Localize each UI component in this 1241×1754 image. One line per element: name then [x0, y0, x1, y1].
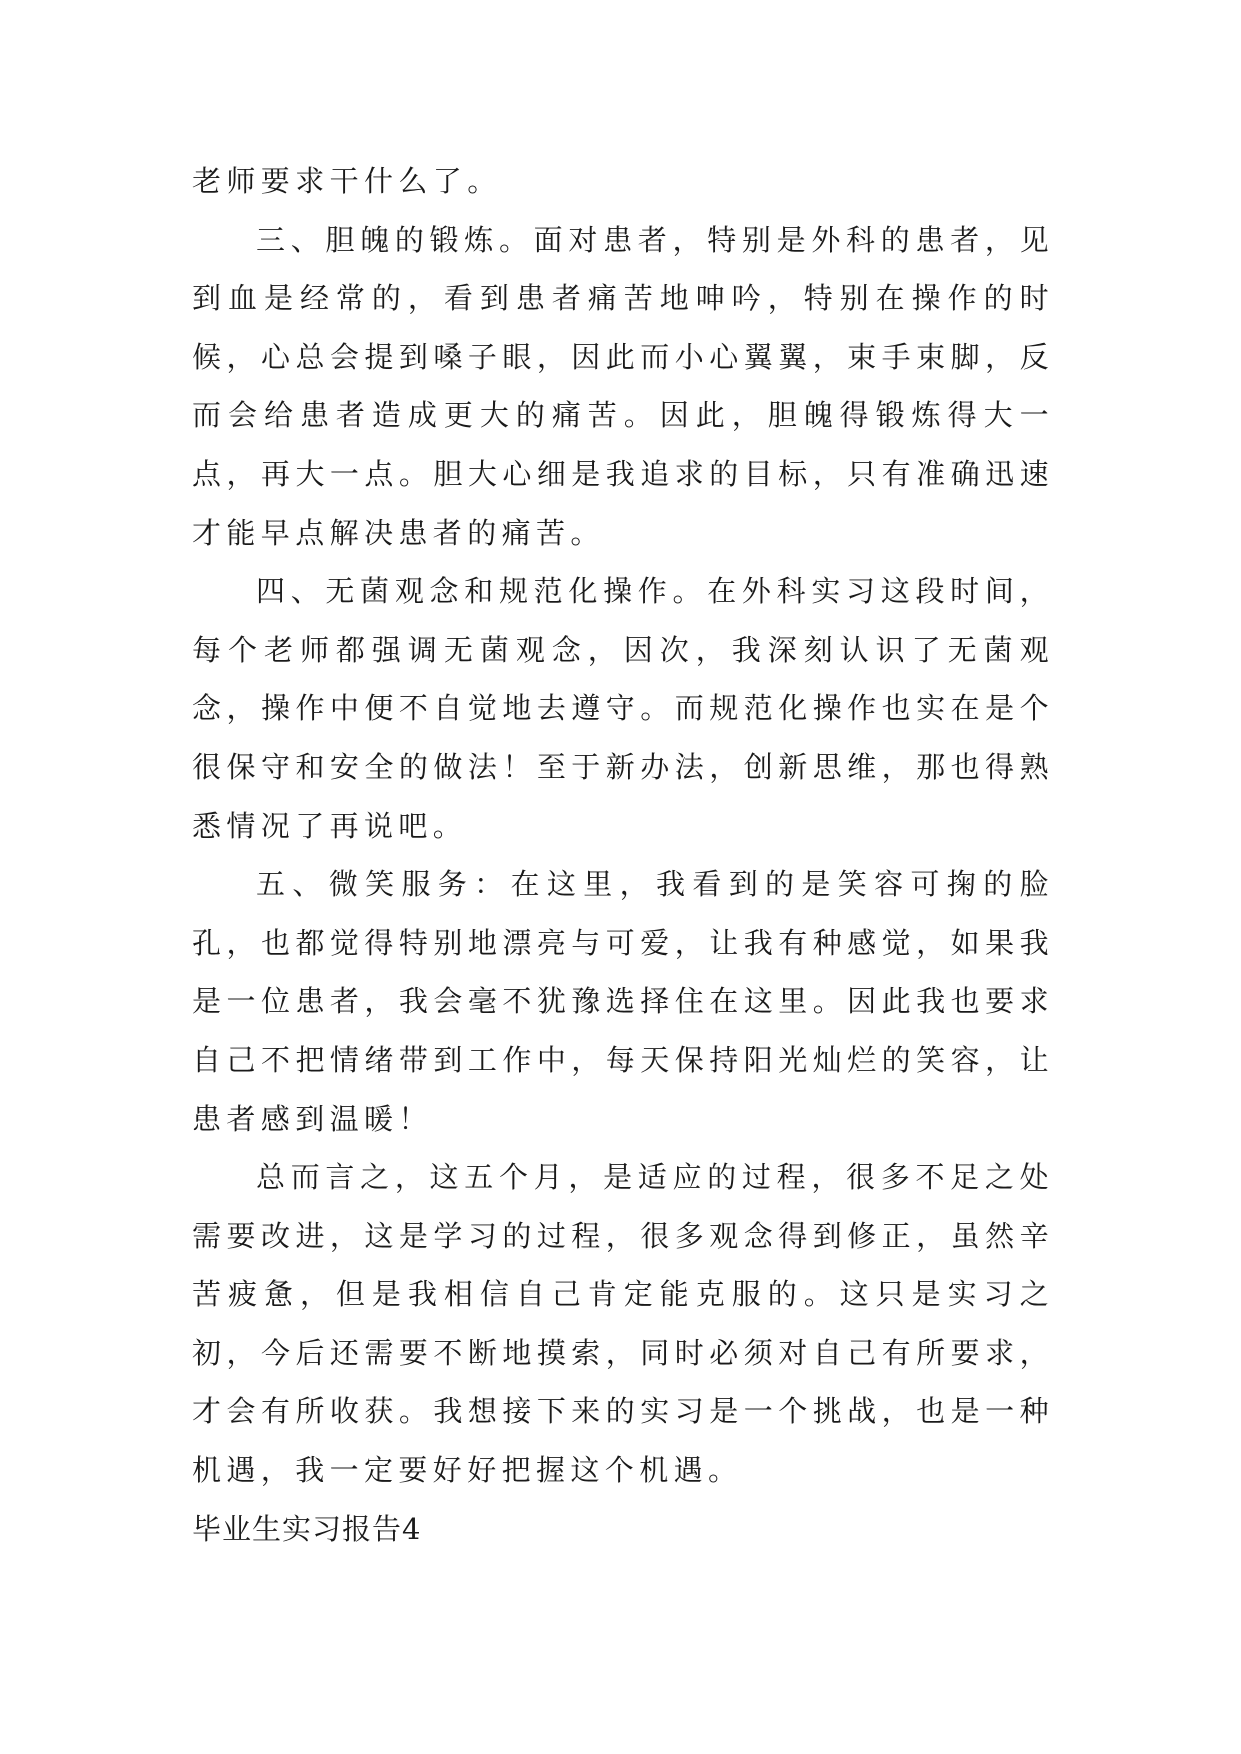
document-page — [192, 152, 1054, 1558]
paragraph-continuation: 老师要求干什么了。 — [192, 164, 502, 198]
section-heading: 毕业生实习报告4 — [192, 1511, 422, 1546]
paragraph-smile-service: 五、微笑服务：在这里，我看到的是笑容可掬的脸孔，也都觉得特别地漂亮与可爱，让我有种感觉，如果我是一位患者，我会毫不犹豫选择住在这里。因此我也要求自己不把情绪带到工作中，每天保持阳光灿烂的笑容，让患者感到温暖！ — [192, 867, 1054, 1136]
paragraph-aseptic: 四、无菌观念和规范化操作。在外科实习这段时间，每个老师都强调无菌观念，因次，我深刻认识了无菌观念，操作中便不自觉地去遵守。而规范化操作也实在是个很保守和安全的做法！至于新办法，创新思维，那也得熟悉情况了再说吧。 — [192, 574, 1054, 843]
paragraph-courage: 三、胆魄的锻炼。面对患者，特别是外科的患者，见到血是经常的，看到患者痛苦地呻吟，特别在操作的时候，心总会提到嗓子眼，因此而小心翼翼，束手束脚，反而会给患者造成更大的痛苦。因此，胆魄得锻炼得大一点，再大一点。胆大心细是我追求的目标，只有准确迅速才能早点解决患者的痛苦。 — [192, 222, 1054, 550]
paragraph-summary: 总而言之，这五个月，是适应的过程，很多不足之处需要改进，这是学习的过程，很多观念得到修正，虽然辛苦疲惫，但是我相信自己肯定能克服的。这只是实习之初，今后还需要不断地摸索，同时必须对自己有所要求，才会有所收获。我想接下来的实习是一个挑战，也是一种机遇，我一定要好好把握这个机遇。 — [192, 1160, 1054, 1488]
